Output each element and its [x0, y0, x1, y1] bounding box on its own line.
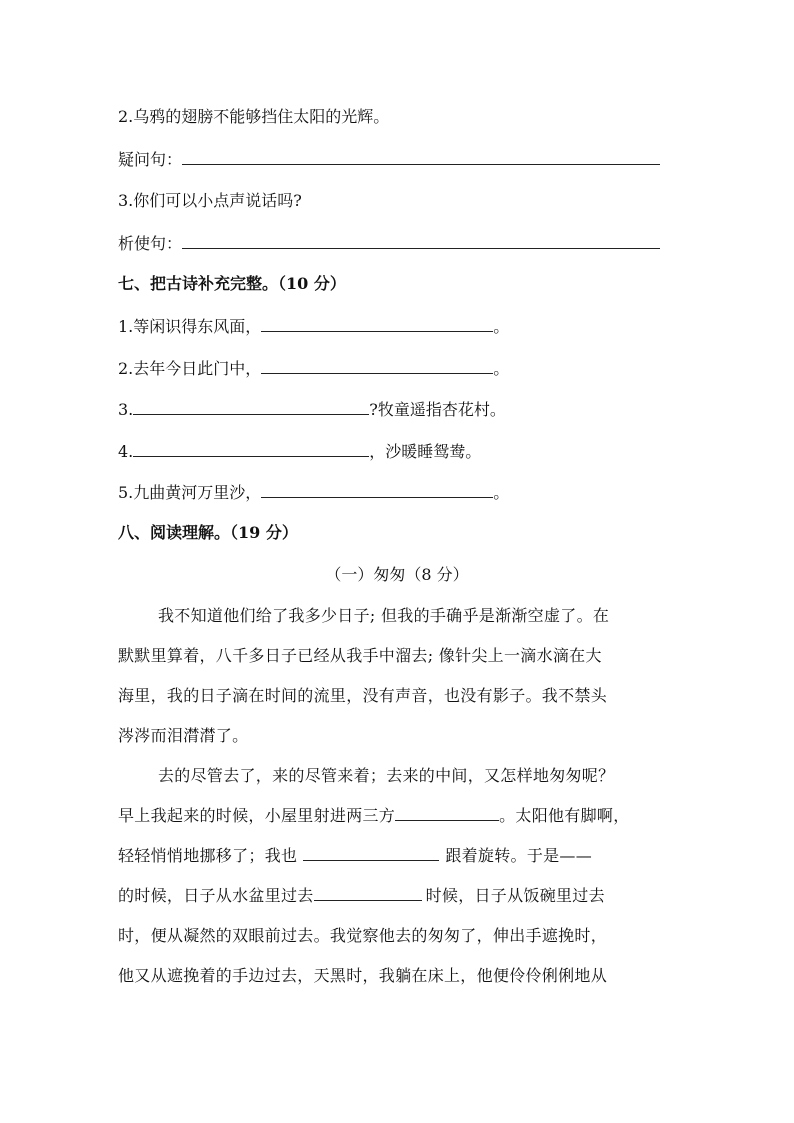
poem-4-suffix: ，沙暖睡鸳鸯。	[369, 442, 482, 461]
poem-4-prefix: 4.	[118, 442, 134, 461]
item-3-prompt: 析使句：	[118, 234, 183, 253]
poem-4-blank[interactable]	[133, 440, 369, 457]
passage-p1-line-2: 默默里算着，八千多日子已经从我手中溜去; 像针尖上一滴水滴在大	[118, 646, 602, 665]
poem-question-2	[118, 357, 509, 380]
poem-question-3	[118, 398, 506, 421]
passage-p2-line-2-start: 早上我起来的时候，小屋里射进两三方	[118, 806, 396, 825]
poem-3-prefix: 3.	[118, 400, 134, 419]
poem-1-prefix: 1.等闲识得东风面，	[118, 317, 262, 336]
item-2-prompt: 疑问句：	[118, 150, 183, 169]
item-3-answer-row	[118, 232, 660, 255]
passage-title: （一）匆匆（8 分）	[325, 565, 469, 584]
poem-2-suffix: 。	[493, 359, 510, 378]
poem-5-prefix: 5.九曲黄河万里沙，	[118, 483, 262, 502]
item-3-sentence: 3.你们可以小点声说话吗?	[118, 191, 302, 210]
passage-paragraph-1	[118, 596, 682, 756]
section-7-heading: 七、把古诗补充完整。（10 分）	[118, 274, 346, 293]
item-3-answer-blank[interactable]	[182, 232, 660, 249]
passage-p2-line-4-end: 时候，日子从饭碗里过去	[425, 886, 605, 905]
passage-p2-line-2	[118, 796, 682, 836]
passage-blank-3[interactable]	[314, 884, 422, 901]
passage-paragraph-2	[118, 756, 682, 996]
poem-question-1	[118, 315, 509, 338]
passage-p2-line-3-start: 轻轻悄悄地挪移了；我也	[118, 846, 298, 865]
passage-p1-line-1: 我不知道他们给了我多少日子; 但我的手确乎是渐渐空虚了。在	[158, 606, 610, 625]
section-8-heading: 八、阅读理解。（19 分）	[118, 523, 298, 542]
poem-1-suffix: 。	[493, 317, 510, 336]
passage-blank-1[interactable]	[395, 804, 499, 821]
poem-5-suffix: 。	[493, 483, 510, 502]
item-2-answer-row	[118, 148, 660, 171]
passage-p2-line-6: 他又从遮挽着的手边过去，天黑时，我躺在床上，他便伶伶俐俐地从	[118, 966, 608, 985]
passage-p2-line-4	[118, 876, 682, 916]
poem-2-prefix: 2.去年今日此门中，	[118, 359, 262, 378]
poem-3-suffix: ?牧童遥指杏花村。	[369, 400, 506, 419]
passage-p2-line-5: 时，便从凝然的双眼前过去。我觉察他去的匆匆了，伸出手遮挽时，	[118, 926, 608, 945]
poem-question-5	[118, 481, 509, 504]
passage-blank-2[interactable]	[303, 844, 439, 861]
poem-3-blank[interactable]	[133, 398, 369, 415]
passage-p2-line-3-end: 跟着旋转。于是——	[445, 846, 593, 865]
passage-p1-line-3: 海里，我的日子滴在时间的流里，没有声音，也没有影子。我不禁头	[118, 686, 608, 705]
item-2-answer-blank[interactable]	[182, 148, 660, 165]
passage-p2-line-2-end: 。太阳他有脚啊，	[499, 806, 630, 825]
passage-p2-line-1: 去的尽管去了，来的尽管来着；去来的中间，又怎样地匆匆呢？	[158, 766, 615, 785]
passage-p2-line-4-start: 的时候，日子从水盆里过去	[118, 886, 314, 905]
poem-2-blank[interactable]	[261, 357, 493, 374]
poem-question-4	[118, 440, 481, 463]
passage-p2-line-3	[118, 836, 682, 876]
poem-1-blank[interactable]	[261, 315, 493, 332]
poem-5-blank[interactable]	[261, 481, 493, 498]
item-2-sentence: 2.乌鸦的翅膀不能够挡住太阳的光辉。	[118, 107, 390, 126]
passage-p1-line-4: 涔涔而泪潸潸了。	[118, 726, 249, 745]
